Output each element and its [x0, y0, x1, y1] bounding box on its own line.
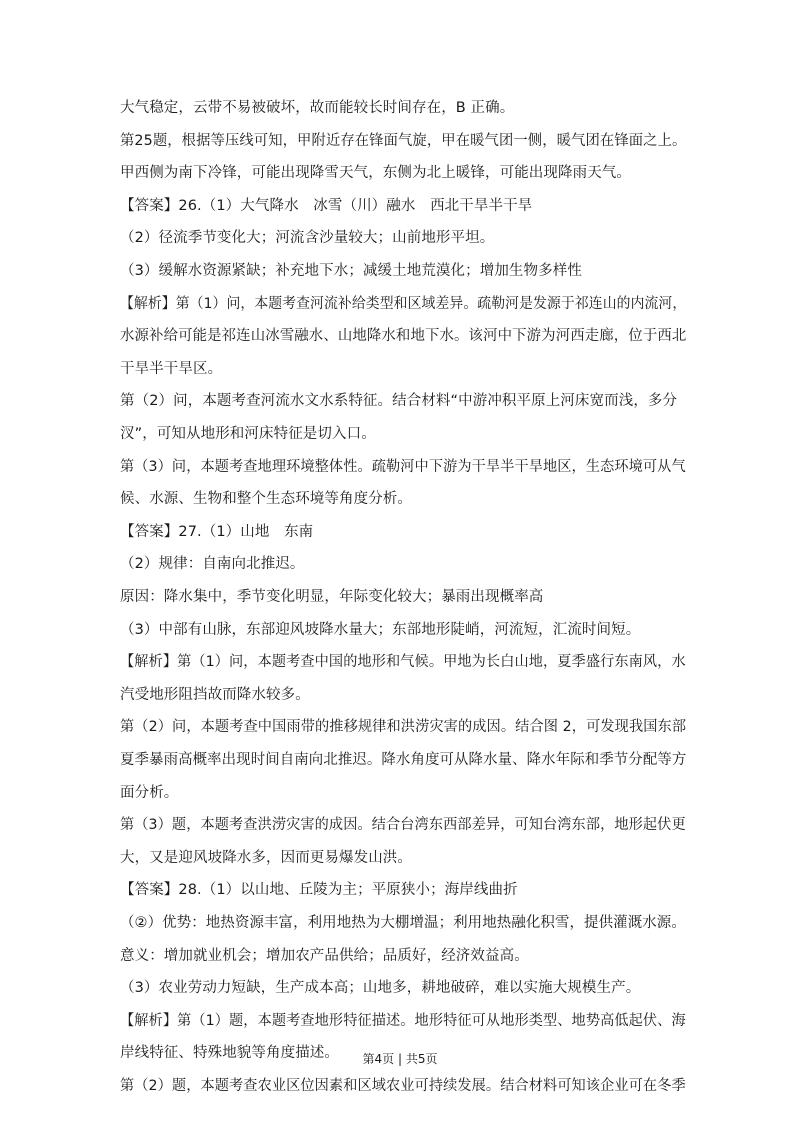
text-line: 第（2）题，本题考查农业区位因素和区域农业可持续发展。结合材料可知该企业可在冬季 [120, 1078, 686, 1094]
text-line: （3）中部有山脉，东部迎风坡降水量大；东部地形陡峭，河流短，汇流时间短。 [120, 621, 641, 638]
text-line: 【解析】第（1）问，本题考查河流补给类型和区域差异。疏勒河是发源于祁连山的内流河， [120, 295, 687, 312]
text-line: 夏季暴雨高概率出现时间自南向北推迟。降水角度可从降水量、降水年际和季节分配等方 [120, 752, 687, 768]
text-line: 第（3）题，本题考查洪涝灾害的成因。结合台湾东西部差异，可知台湾东部，地形起伏更 [120, 817, 686, 834]
text-line: （3）缓解水资源紧缺；补充地下水；减缓土地荒漠化；增加生物多样性 [120, 263, 582, 279]
text-line: 意义：增加就业机会；增加农产品供给；品质好，经济效益高。 [120, 947, 529, 964]
text-line: 第25题，根据等压线可知，甲附近存在锋面气旋，甲在暖气团一侧，暖气团在锋面之上。 [120, 132, 687, 149]
text-line: 汽受地形阻挡故而降水较多。 [120, 686, 310, 703]
text-line: 【解析】第（1）问，本题考查中国的地形和气候。甲地为长白山地，夏季盛行东南风，水 [120, 654, 686, 671]
text-line: 【答案】27.（1）山地 东南 [120, 523, 314, 540]
text-line: （2）径流季节变化大；河流含沙量较大；山前地形平坦。 [120, 230, 495, 247]
text-line: 第（2）问，本题考查河流水文水系特征。结合材料“中游冲积平原上河床宽而浅，多分 [120, 393, 678, 410]
text-line: 干旱半干旱区。 [120, 360, 223, 377]
text-line: 【答案】28.（1）以山地、丘陵为主；平原狭小；海岸线曲折 [120, 882, 518, 899]
text-line: 第（2）问，本题考查中国雨带的推移规律和洪涝灾害的成因。结合图 2，可发现我国东部 [120, 719, 687, 736]
text-line: 第（3）问，本题考查地理环境整体性。疏勒河中下游为干旱半干旱地区，生态环境可从气 [120, 458, 686, 475]
text-line: 汊”，可知从地形和河床特征是切入口。 [120, 426, 376, 442]
text-line: 大气稳定，云带不易被破坏，故而能较长时间存在，B 正确。 [120, 100, 515, 116]
text-line: （②）优势：地热资源丰富，利用地热为大棚增温；利用地热融化积雪，提供灌溉水源。 [120, 915, 686, 931]
page-number-footer: 第4页 | 共5页 [362, 1052, 438, 1066]
text-line: 【答案】26.（1）大气降水 冰雪（川）融水 西北干旱半干旱 [120, 197, 533, 214]
text-line: 岸线特征、特殊地貌等角度描述。 [120, 1045, 339, 1062]
text-line: 水源补给可能是祁连山冰雪融水、山地降水和地下水。该河中下游为河西走廊，位于西北 [120, 328, 687, 345]
text-line: 大，又是迎风坡降水多，因而更易爆发山洪。 [120, 849, 412, 866]
text-line: （2）规律：自南向北推迟。 [120, 556, 305, 573]
text-line: （3）农业劳动力短缺，生产成本高；山地多，耕地破碎，难以实施大规模生产。 [120, 980, 641, 997]
text-line: 【解析】第（1）题，本题考查地形特征描述。地形特征可从地形类型、地势高低起伏、海 [120, 1012, 686, 1029]
text-line: 原因：降水集中，季节变化明显，年际变化较大；暴雨出现概率高 [120, 589, 544, 605]
text-line: 甲西侧为南下冷锋，可能出现降雪天气，东侧为北上暖锋，可能出现降雨天气。 [120, 165, 631, 182]
text-line: 候、水源、生物和整个生态环境等角度分析。 [120, 491, 412, 508]
text-line: 面分析。 [120, 784, 179, 801]
